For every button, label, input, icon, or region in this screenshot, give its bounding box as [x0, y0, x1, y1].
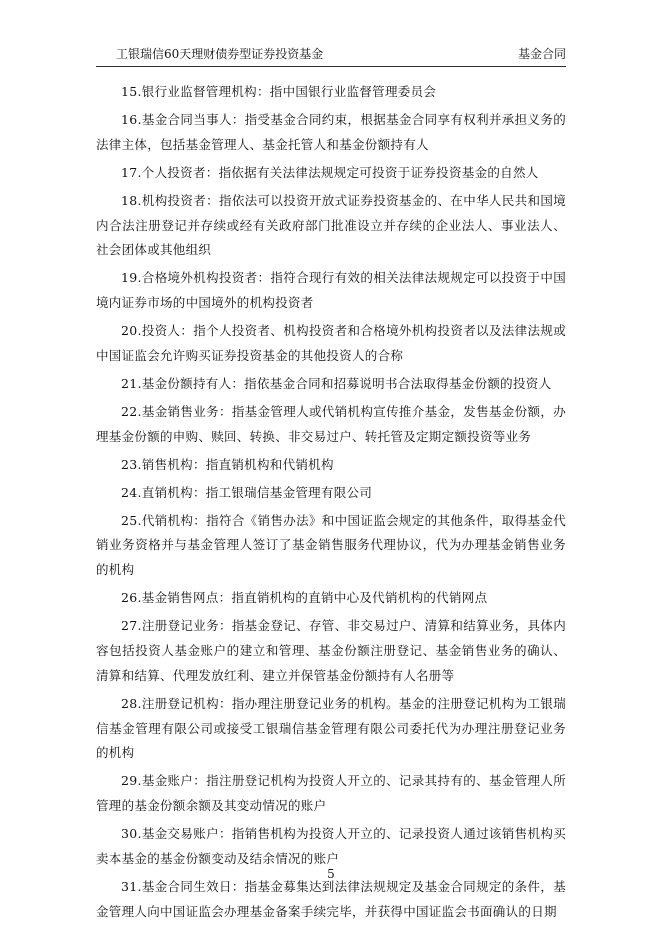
definition-item: 27.注册登记业务：指基金登记、存管、非交易过户、清算和结算业务，具体内容包括投资人基金账户的建立和管理、基金份额注册登记、基金销售业务的确认、清算和结算、代理发放红利、建立并保管基金份额持有人名册等 [96, 618, 566, 683]
definition-item: 17.个人投资者：指依据有关法律法规规定可投资于证券投资基金的自然人 [121, 164, 539, 180]
definition-item: 20.投资人：指个人投资者、机构投资者和合格境外机构投资者以及法律法规或中国证监会允许购买证券投资基金的其他投资人的合称 [96, 323, 566, 363]
definition-item: 24.直销机构：指工银瑞信基金管理有限公司 [121, 484, 373, 500]
definition-item: 25.代销机构：指符合《销售办法》和中国证监会规定的其他条件，取得基金代销业务资格并与基金管理人签订了基金销售服务代理协议，代为办理基金销售业务的机构 [96, 512, 566, 578]
definition-item: 22.基金销售业务：指基金管理人或代销机构宣传推介基金，发售基金份额，办理基金份额的申购、赎回、转换、非交易过户、转托管及定期定额投资等业务 [96, 403, 566, 444]
definition-item: 18.机构投资者：指依法可以投资开放式证券投资基金的、在中华人民共和国境内合法注册登记并存续或经有关政府部门批准设立并存续的企业法人、事业法人、社会团体或其他组织 [96, 192, 566, 258]
definition-item: 21.基金份额持有人：指依基金合同和招募说明书合法取得基金份额的投资人 [121, 375, 552, 391]
definition-item: 15.银行业监督管理机构：指中国银行业监督管理委员会 [121, 84, 437, 99]
definition-item: 31.基金合同生效日：指基金募集达到法律法规规定及基金合同规定的条件，基金管理人向中国证监会办理基金备案手续完毕，并获得中国证监会书面确认的日期 [96, 878, 566, 919]
header-title: 工银瑞信60天理财债券型证券投资基金 [116, 47, 324, 61]
definition-item: 30.基金交易账户：指销售机构为投资人开立的、记录投资人通过该销售机构买卖本基金的基金份额变动及结余情况的账户 [96, 826, 566, 866]
header-doc-type: 基金合同 [517, 47, 566, 61]
definition-item: 23.销售机构：指直销机构和代销机构 [121, 456, 334, 472]
definition-item: 26.基金销售网点：指直销机构的直销中心及代销机构的代销网点 [121, 590, 488, 606]
page-number: 5 [327, 867, 335, 881]
definition-item: 29.基金账户：指注册登记机构为投资人开立的、记录其持有的、基金管理人所管理的基金份额余额及其变动情况的账户 [96, 773, 566, 814]
header-divider [96, 66, 566, 67]
definition-item: 16.基金合同当事人：指受基金合同约束，根据基金合同享有权利并承担义务的法律主体，包括基金管理人、基金托管人和基金份额持有人 [96, 111, 566, 152]
definition-item: 28.注册登记机构：指办理注册登记业务的机构。基金的注册登记机构为工银瑞信基金管理有限公司或接受工银瑞信基金管理有限公司委托代为办理注册登记业务的机构 [96, 695, 566, 761]
page-header [96, 44, 566, 64]
document-body [96, 80, 566, 928]
definition-item: 19.合格境外机构投资者：指符合现行有效的相关法律法规规定可以投资于中国境内证券市场的中国境外的机构投资者 [96, 270, 566, 311]
